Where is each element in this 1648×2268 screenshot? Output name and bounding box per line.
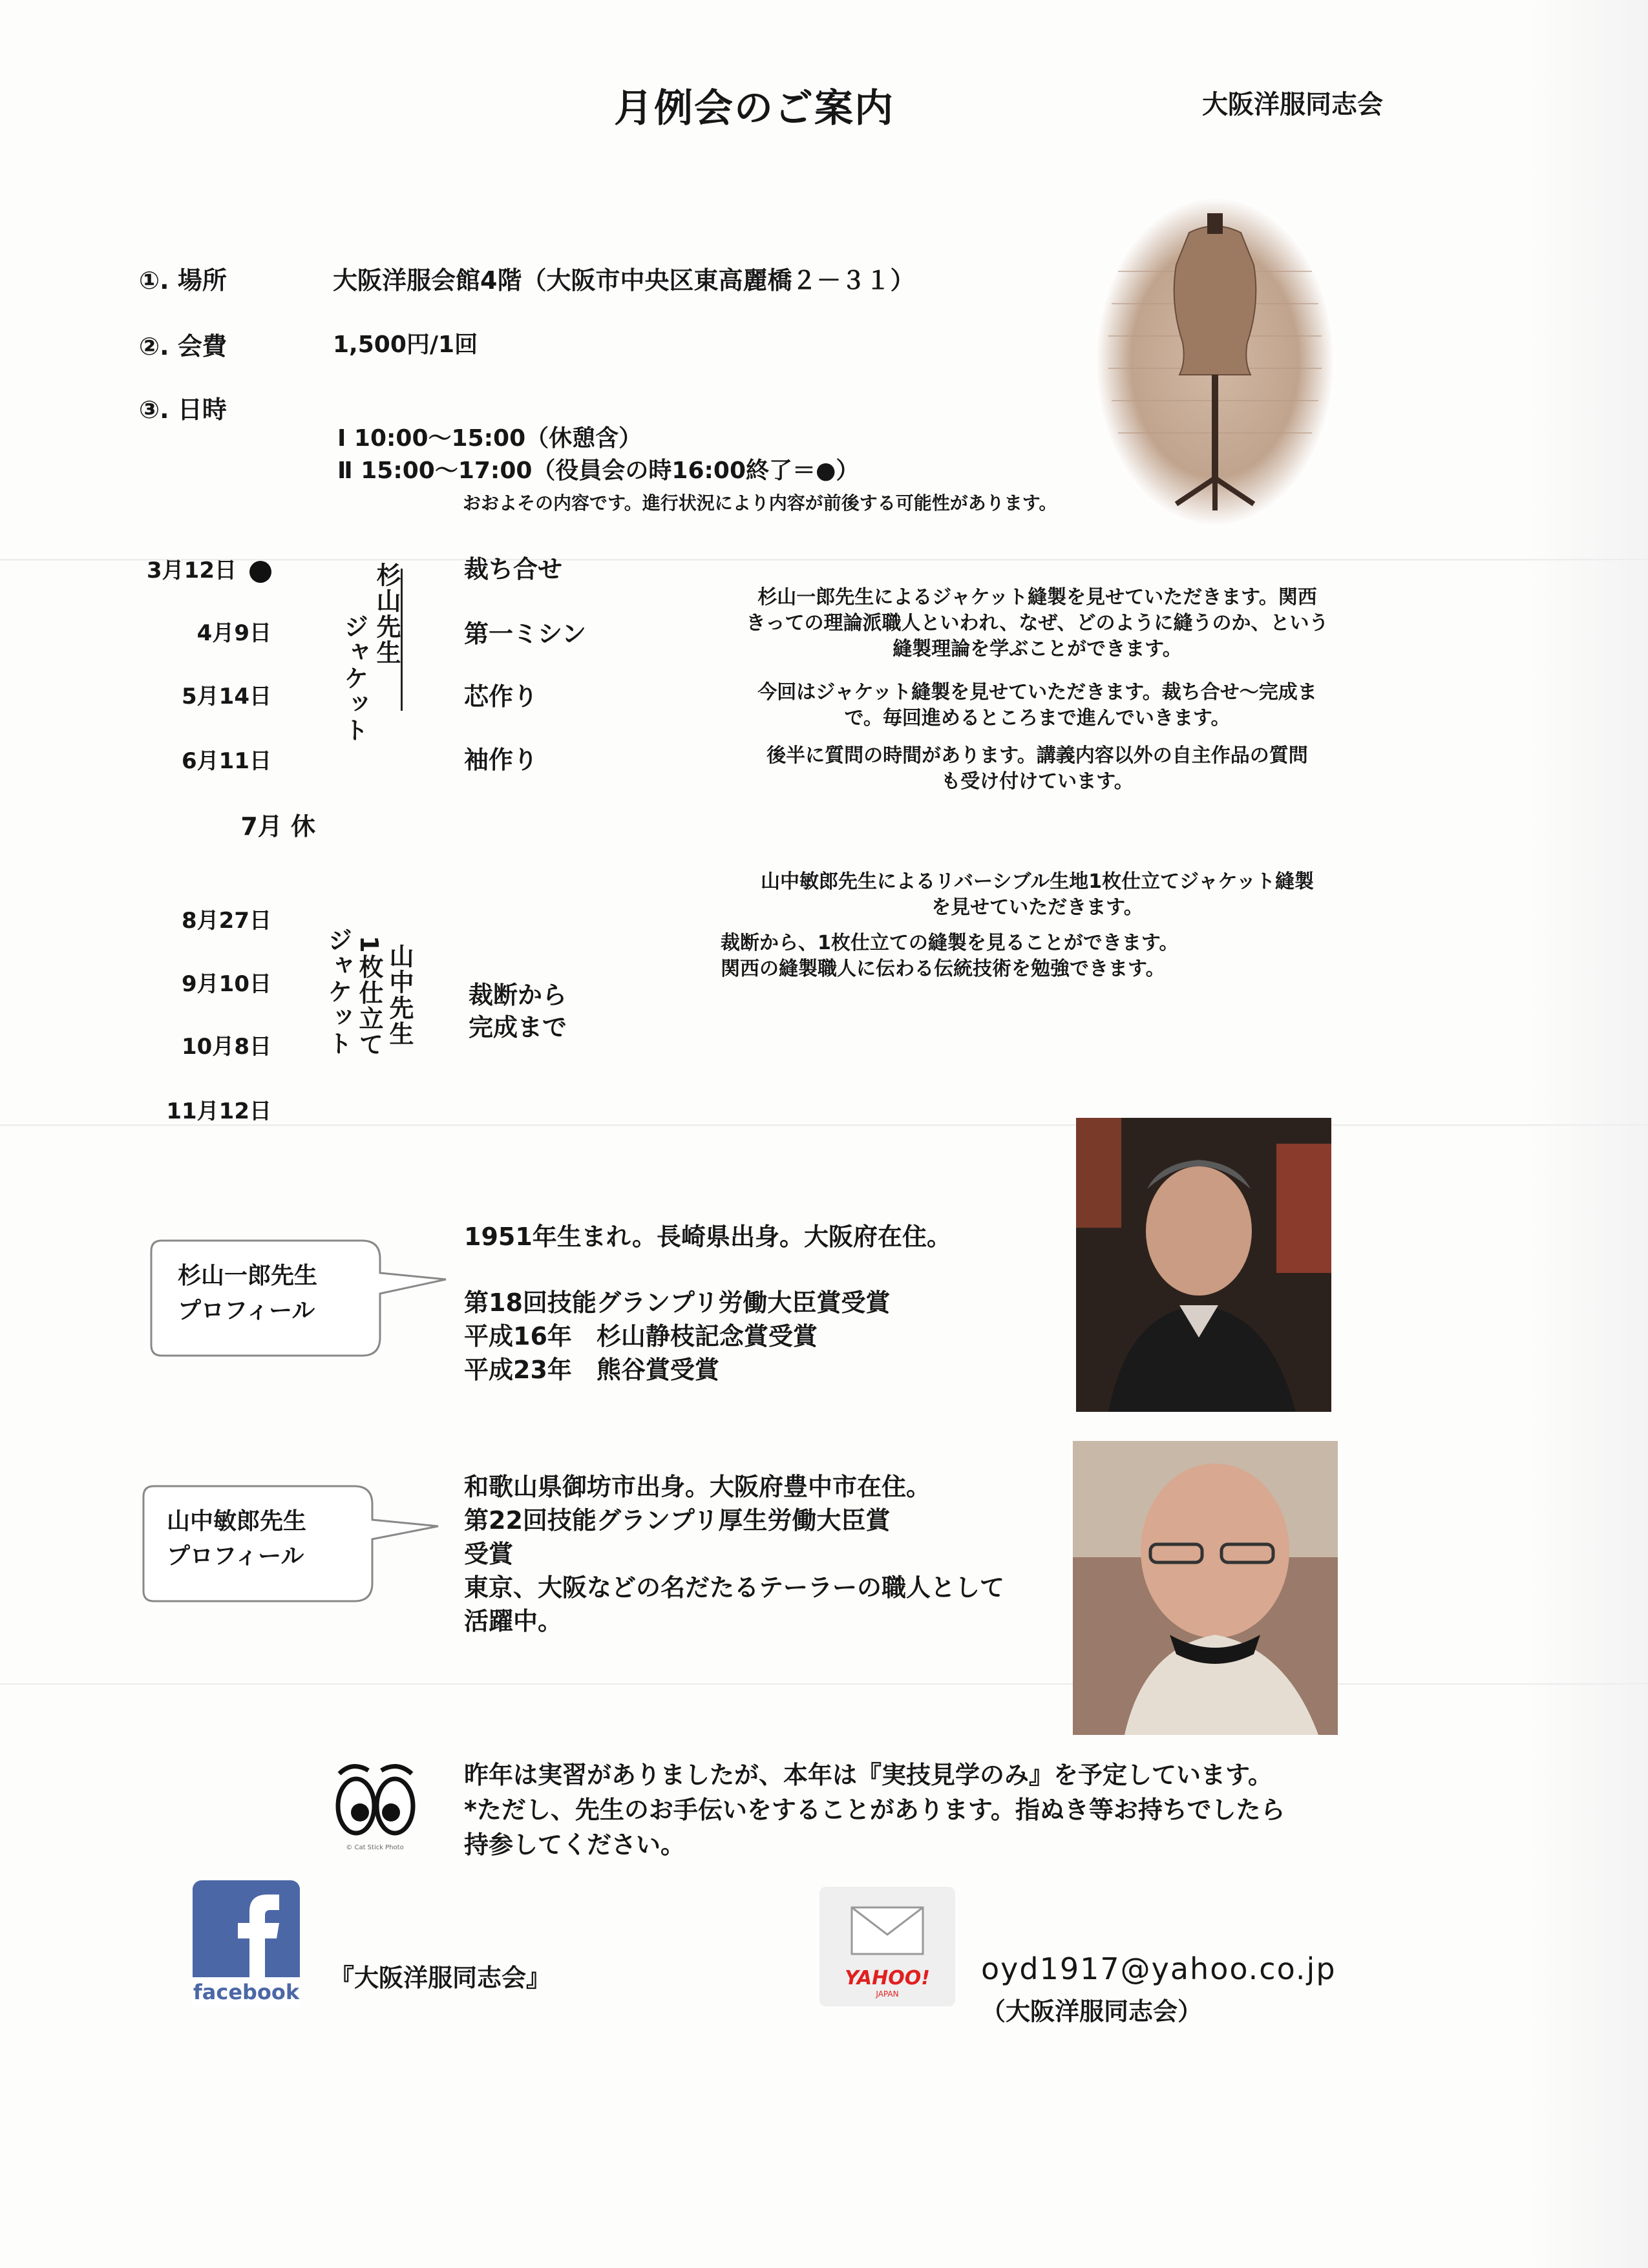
board-meeting-dot: [249, 561, 271, 583]
date-row-8: 11月12日: [166, 1098, 271, 1124]
notice-line: *ただし、先生のお手伝いをすることがあります。指ぬき等お持ちでしたら: [464, 1796, 1285, 1824]
teacher-label-yamanaka: 山中先生: [385, 943, 414, 1047]
course-label-jacket: ジャケット: [340, 614, 368, 743]
profile-text-yamanaka: [464, 1470, 1004, 1638]
desc-line: も受け付けています。: [941, 770, 1134, 793]
description-2: [711, 680, 1364, 731]
contact-email-owner: （大阪洋服同志会）: [981, 1997, 1203, 2026]
bubble-line: プロフィール: [167, 1543, 304, 1570]
eyes-credit: © Cat Stick Photo: [346, 1844, 404, 1851]
profile-bubble-sugiyama: [149, 1234, 452, 1363]
description-3: [711, 743, 1364, 795]
eyes-illustration: [333, 1758, 417, 1854]
date-row-5: 8月27日: [182, 908, 271, 934]
bubble-line: 杉山一郎先生: [178, 1263, 318, 1289]
photo-sugiyama: [1076, 1118, 1331, 1412]
desc-line: を見せていただきます。: [931, 896, 1143, 919]
date-text: 3月12日: [147, 558, 237, 583]
notice-line: 昨年は実習がありましたが、本年は『実技見学のみ』を予定しています。: [464, 1761, 1273, 1789]
notice-text: [464, 1758, 1285, 1862]
description-1: [711, 585, 1364, 662]
contact-email[interactable]: oyd1917@yahoo.co.jp: [981, 1951, 1336, 1986]
date-row-7: 10月8日: [182, 1034, 271, 1060]
topic-row-3: 芯作り: [464, 682, 538, 711]
yahoo-logo-text: YAHOO!: [845, 1967, 930, 1990]
profile-text-sugiyama: [464, 1220, 951, 1387]
schedule-note: おおよその内容です。進行状況により内容が前後する可能性があります。: [463, 492, 1057, 514]
description-5: [721, 930, 1238, 982]
holiday-july: 7月 休: [240, 812, 315, 841]
profile-line: 第22回技能グランプリ厚生労働大臣賞: [464, 1506, 891, 1535]
photo-yamanaka: [1073, 1441, 1338, 1735]
mannequin-image: [1092, 194, 1338, 530]
facebook-icon[interactable]: [193, 1880, 300, 2007]
profile-line: 東京、大阪などの名だたるテーラーの職人として: [464, 1573, 1005, 1602]
datetime-label: ③. 日時: [139, 395, 227, 424]
profile-line: [464, 1254, 951, 1286]
topic-row-1: 裁ち合せ: [464, 555, 563, 583]
course-label-jacket-2: ジャケット: [324, 927, 352, 1056]
date-row-6: 9月10日: [182, 971, 271, 997]
profile-line: 受賞: [464, 1540, 514, 1568]
desc-line: 杉山一郎先生によるジャケット縫製を見せていただきます。関西: [757, 586, 1317, 609]
topic-row-4: 袖作り: [464, 746, 538, 774]
yahoo-mail-icon[interactable]: [819, 1887, 955, 2006]
topic-range: [469, 979, 567, 1044]
desc-line: 後半に質問の時間があります。講義内容以外の自主作品の質問: [766, 744, 1308, 767]
date-row-2: 4月9日: [196, 620, 271, 646]
date-row-3: 5月14日: [182, 684, 271, 709]
desc-line: で。毎回進めるところまで進んでいきます。: [844, 707, 1231, 730]
page-title: 月例会のご案内: [614, 86, 894, 131]
fold-line: [0, 1683, 1648, 1685]
fee-value: 1,500円/1回: [333, 331, 478, 358]
desc-line: 裁断から、1枚仕立ての縫製を見ることができます。: [721, 932, 1179, 954]
bubble-line: プロフィール: [178, 1297, 315, 1324]
profile-line: 活躍中。: [464, 1607, 563, 1635]
session-2: Ⅱ 15:00～17:00（役員会の時16:00終了＝●）: [337, 457, 860, 484]
teacher-label-sugiyama: 杉山先生: [372, 562, 401, 666]
divider-line: [401, 569, 403, 711]
bubble-line: 山中敏郎先生: [167, 1508, 307, 1535]
desc-line: 関西の縫製職人に伝わる伝統技術を勉強できます。: [721, 958, 1165, 980]
desc-line: きっての理論派職人といわれ、なぜ、どのように縫うのか、という: [746, 612, 1329, 635]
profile-line: 1951年生まれ。長崎県出身。大阪府在住。: [464, 1223, 952, 1251]
place-value: 大阪洋服会館4階（大阪市中央区東高麗橋２－３１）: [333, 266, 915, 295]
profile-line: 和歌山県御坊市出身。大阪府豊中市在住。: [464, 1473, 931, 1501]
organization-name: 大阪洋服同志会: [1202, 90, 1383, 120]
date-row-1: [123, 552, 271, 584]
profile-line: 平成16年 杉山静枝記念賞受賞: [464, 1322, 818, 1350]
profile-bubble-yamanaka: [141, 1480, 445, 1609]
yahoo-sub-text: JAPAN: [876, 1990, 899, 1999]
desc-line: 山中敏郎先生によるリバーシブル生地1枚仕立てジャケット縫製: [760, 870, 1315, 893]
place-label: ①. 場所: [139, 266, 227, 295]
fee-label: ②. 会費: [139, 332, 227, 361]
profile-line: 第18回技能グランプリ労働大臣賞受賞: [464, 1288, 891, 1317]
topic-row-2: 第一ミシン: [464, 620, 587, 648]
scan-edge: [1525, 0, 1648, 2268]
session-1: Ⅰ 10:00～15:00（休憩含）: [337, 425, 642, 452]
topic-line: 裁断から: [469, 981, 567, 1009]
desc-line: 今回はジャケット縫製を見せていただきます。裁ち合せ～完成ま: [757, 681, 1317, 704]
desc-line: 縫製理論を学ぶことができます。: [893, 638, 1182, 660]
course-label-single: 1枚仕立て: [355, 936, 383, 1058]
facebook-logo-text: facebook: [193, 1977, 300, 2007]
profile-line: 平成23年 熊谷賞受賞: [464, 1356, 719, 1384]
description-4: [711, 869, 1364, 921]
notice-line: 持参してください。: [464, 1831, 686, 1859]
topic-line: 完成まで: [469, 1013, 567, 1042]
date-row-4: 6月11日: [182, 748, 271, 774]
facebook-group-link[interactable]: 『大阪洋服同志会』: [330, 1964, 551, 1992]
